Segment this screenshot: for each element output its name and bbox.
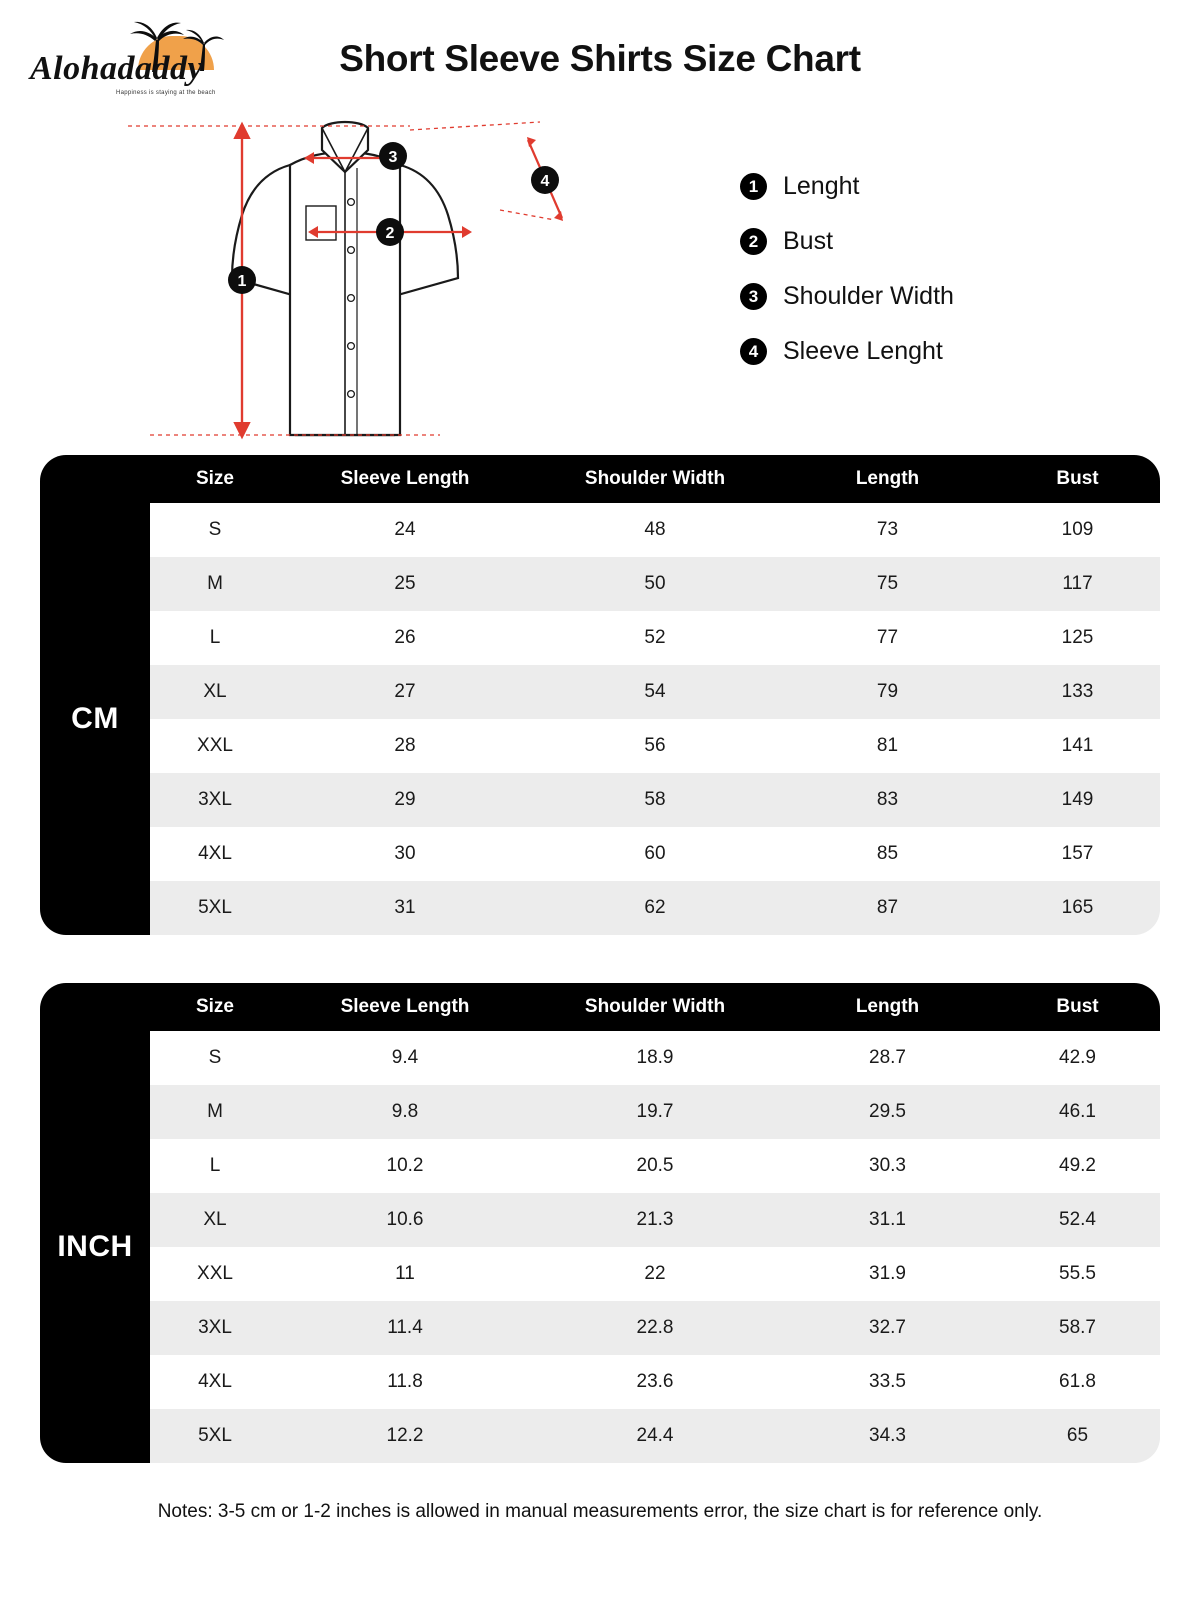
- cell-sleeve: 26: [280, 611, 530, 665]
- cell-bust: 109: [995, 503, 1160, 557]
- cell-shoulder: 52: [530, 611, 780, 665]
- legend-item-shoulder-width: [740, 282, 954, 311]
- table-row: [40, 611, 1160, 665]
- cell-bust: 149: [995, 773, 1160, 827]
- legend-label-sleeve-length: Sleeve Lenght: [783, 337, 943, 365]
- svg-text:2: 2: [385, 225, 395, 242]
- cell-length: 32.7: [780, 1301, 995, 1355]
- cell-bust: 42.9: [995, 1031, 1160, 1085]
- unit-label-cm: CM: [40, 503, 150, 935]
- cell-length: 73: [780, 503, 995, 557]
- legend-label-bust: Bust: [783, 227, 834, 255]
- cell-bust: 157: [995, 827, 1160, 881]
- cell-shoulder: 58: [530, 773, 780, 827]
- unit-header-cm: [40, 455, 150, 503]
- cell-length: 28.7: [780, 1031, 995, 1085]
- cell-length: 31.9: [780, 1247, 995, 1301]
- cell-bust: 61.8: [995, 1355, 1160, 1409]
- svg-text:3: 3: [388, 149, 398, 166]
- table-row: [40, 1409, 1160, 1463]
- cell-length: 79: [780, 665, 995, 719]
- cell-shoulder: 24.4: [530, 1409, 780, 1463]
- cell-bust: 117: [995, 557, 1160, 611]
- column-header-length: Length: [780, 983, 995, 1031]
- page-title: Short Sleeve Shirts Size Chart: [339, 38, 861, 79]
- cell-length: 85: [780, 827, 995, 881]
- cell-length: 33.5: [780, 1355, 995, 1409]
- cell-bust: 125: [995, 611, 1160, 665]
- legend-item-sleeve-length: [740, 337, 954, 366]
- table-row: [40, 1301, 1160, 1355]
- brand-tagline: Happiness is staying at the beach: [116, 90, 216, 96]
- cell-shoulder: 19.7: [530, 1085, 780, 1139]
- table-row: [40, 665, 1160, 719]
- cell-length: 34.3: [780, 1409, 995, 1463]
- cell-shoulder: 54: [530, 665, 780, 719]
- table-row: [40, 1139, 1160, 1193]
- cell-sleeve: 29: [280, 773, 530, 827]
- cell-size: 5XL: [150, 881, 280, 935]
- cell-sleeve: 10.2: [280, 1139, 530, 1193]
- cell-size: XXL: [150, 719, 280, 773]
- svg-text:4: 4: [540, 173, 550, 190]
- cell-bust: 65: [995, 1409, 1160, 1463]
- column-header-shoulder-width: Shoulder Width: [530, 983, 780, 1031]
- table-row: [40, 719, 1160, 773]
- column-header-length: Length: [780, 455, 995, 503]
- cell-bust: 52.4: [995, 1193, 1160, 1247]
- cell-sleeve: 27: [280, 665, 530, 719]
- cell-length: 81: [780, 719, 995, 773]
- cell-sleeve: 9.8: [280, 1085, 530, 1139]
- cell-size: 5XL: [150, 1409, 280, 1463]
- table-row: [40, 503, 1160, 557]
- table-spacer: [0, 935, 1200, 983]
- measurement-diagram: [0, 110, 1200, 455]
- cell-sleeve: 25: [280, 557, 530, 611]
- cell-bust: 165: [995, 881, 1160, 935]
- column-header-bust: Bust: [995, 983, 1160, 1031]
- table-row: [40, 773, 1160, 827]
- cell-shoulder: 18.9: [530, 1031, 780, 1085]
- cell-shoulder: 56: [530, 719, 780, 773]
- cell-shoulder: 50: [530, 557, 780, 611]
- svg-text:1: 1: [237, 273, 247, 290]
- cell-bust: 58.7: [995, 1301, 1160, 1355]
- cell-shoulder: 60: [530, 827, 780, 881]
- cm-size-table: [40, 455, 1160, 935]
- brand-name: Alohadaddy: [30, 50, 204, 87]
- cell-sleeve: 11.8: [280, 1355, 530, 1409]
- cell-length: 31.1: [780, 1193, 995, 1247]
- cell-shoulder: 48: [530, 503, 780, 557]
- cell-sleeve: 9.4: [280, 1031, 530, 1085]
- legend-number-2: 2: [740, 228, 767, 255]
- column-header-bust: Bust: [995, 455, 1160, 503]
- cell-bust: 55.5: [995, 1247, 1160, 1301]
- cell-size: S: [150, 503, 280, 557]
- shirt-illustration: [110, 110, 710, 455]
- cell-size: M: [150, 557, 280, 611]
- table-row: [40, 1031, 1160, 1085]
- inch-table-body: [40, 1031, 1160, 1463]
- table-row: [40, 827, 1160, 881]
- cell-bust: 141: [995, 719, 1160, 773]
- cell-sleeve: 24: [280, 503, 530, 557]
- cell-size: M: [150, 1085, 280, 1139]
- legend-number-1: 1: [740, 173, 767, 200]
- table-row: [40, 1247, 1160, 1301]
- column-header-sleeve-length: Sleeve Length: [280, 983, 530, 1031]
- cell-size: S: [150, 1031, 280, 1085]
- cell-size: 4XL: [150, 827, 280, 881]
- cell-length: 83: [780, 773, 995, 827]
- cell-sleeve: 11.4: [280, 1301, 530, 1355]
- unit-header-inch: [40, 983, 150, 1031]
- column-header-size: Size: [150, 455, 280, 503]
- cell-length: 77: [780, 611, 995, 665]
- table-header-row: [40, 455, 1160, 503]
- cell-length: 30.3: [780, 1139, 995, 1193]
- legend-number-3: 3: [740, 283, 767, 310]
- table-header-row: [40, 983, 1160, 1031]
- page-header: [0, 0, 1200, 110]
- cell-size: 4XL: [150, 1355, 280, 1409]
- cell-size: XL: [150, 665, 280, 719]
- cell-shoulder: 23.6: [530, 1355, 780, 1409]
- cell-sleeve: 31: [280, 881, 530, 935]
- cell-sleeve: 28: [280, 719, 530, 773]
- cell-size: 3XL: [150, 773, 280, 827]
- inch-size-table: [40, 983, 1160, 1463]
- unit-label-inch: INCH: [40, 1031, 150, 1463]
- cell-shoulder: 62: [530, 881, 780, 935]
- table-row: [40, 1085, 1160, 1139]
- legend-number-4: 4: [740, 338, 767, 365]
- cell-length: 29.5: [780, 1085, 995, 1139]
- legend-label-length: Lenght: [783, 172, 860, 200]
- cm-table-body: [40, 503, 1160, 935]
- legend-item-bust: [740, 227, 954, 256]
- cell-shoulder: 22.8: [530, 1301, 780, 1355]
- cell-sleeve: 10.6: [280, 1193, 530, 1247]
- cell-sleeve: 11: [280, 1247, 530, 1301]
- legend-label-shoulder-width: Shoulder Width: [783, 282, 954, 310]
- cell-bust: 46.1: [995, 1085, 1160, 1139]
- cell-sleeve: 30: [280, 827, 530, 881]
- cell-size: XL: [150, 1193, 280, 1247]
- cell-shoulder: 21.3: [530, 1193, 780, 1247]
- cell-shoulder: 22: [530, 1247, 780, 1301]
- column-header-size: Size: [150, 983, 280, 1031]
- column-header-sleeve-length: Sleeve Length: [280, 455, 530, 503]
- measurement-legend: [740, 172, 954, 392]
- cell-size: 3XL: [150, 1301, 280, 1355]
- cell-bust: 49.2: [995, 1139, 1160, 1193]
- column-header-shoulder-width: Shoulder Width: [530, 455, 780, 503]
- cell-shoulder: 20.5: [530, 1139, 780, 1193]
- cell-length: 75: [780, 557, 995, 611]
- cell-size: XXL: [150, 1247, 280, 1301]
- cell-sleeve: 12.2: [280, 1409, 530, 1463]
- cell-bust: 133: [995, 665, 1160, 719]
- notes-text: Notes: 3-5 cm or 1-2 inches is allowed in manual measurements error, the size chart is for reference only.: [157, 1501, 1043, 1522]
- cell-length: 87: [780, 881, 995, 935]
- table-row: [40, 1193, 1160, 1247]
- table-row: [40, 881, 1160, 935]
- table-row: [40, 557, 1160, 611]
- legend-item-length: [740, 172, 954, 201]
- table-row: [40, 1355, 1160, 1409]
- cell-size: L: [150, 611, 280, 665]
- cell-size: L: [150, 1139, 280, 1193]
